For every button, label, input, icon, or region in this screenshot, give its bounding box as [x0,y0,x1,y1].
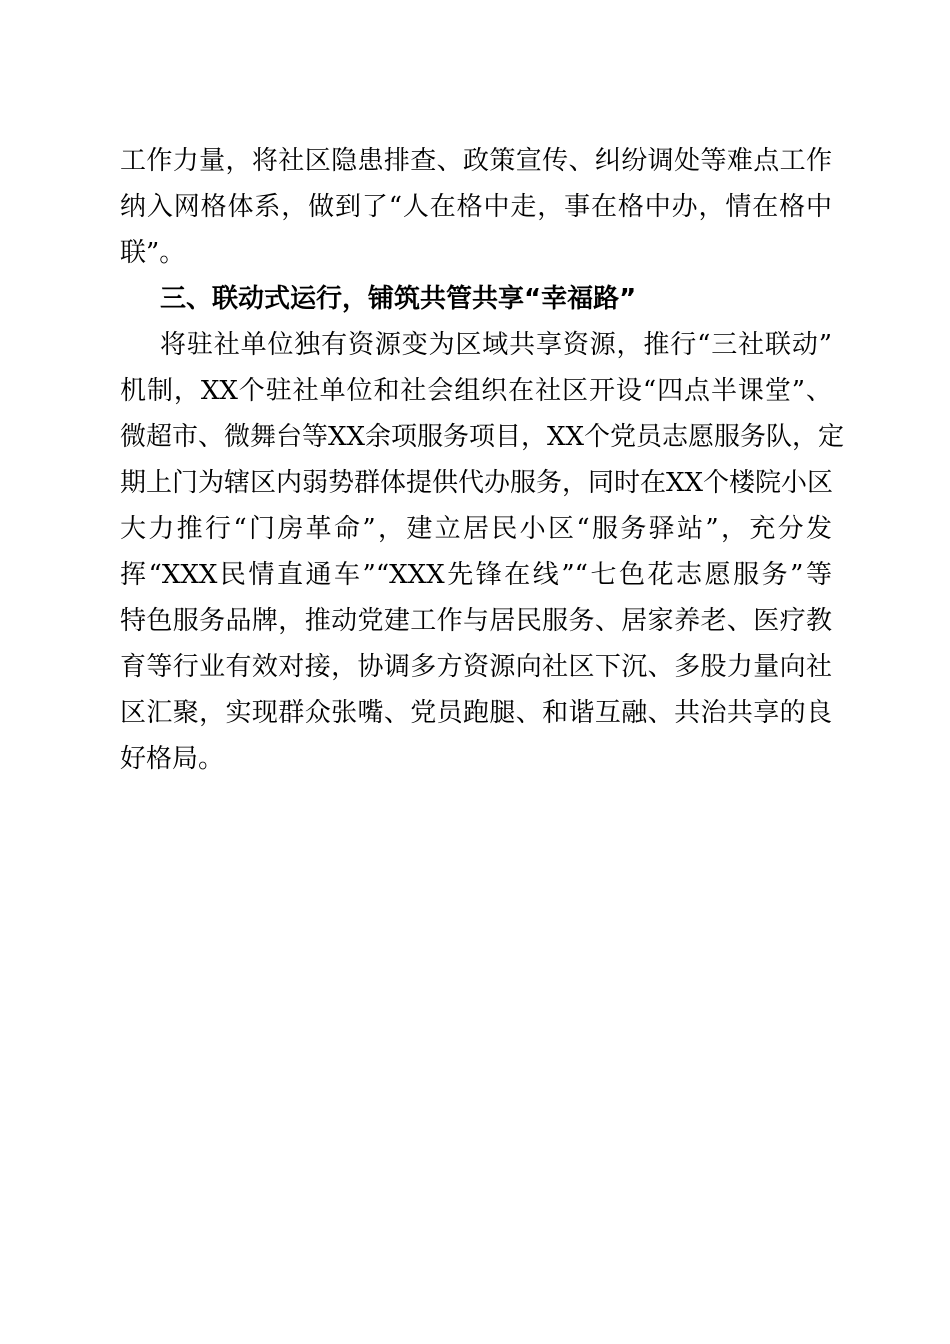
section-heading: 三、联动式运行，铺筑共管共享“幸福路” [160,284,637,314]
paragraph-line: 工作力量，将社区隐患排查、政策宣传、纠纷调处等难点工作 [120,146,832,176]
paragraph-line: 区汇聚，实现群众张嘴、党员跑腿、和谐互融、共治共享的良 [120,698,832,728]
paragraph-line: 育等行业有效对接，协调多方资源向社区下沉、多股力量向社 [120,652,832,682]
paragraph-line: 好格局。 [120,744,225,774]
paragraph-line: 挥“XXX民情直通车”“XXX先锋在线”“七色花志愿服务”等 [120,560,832,590]
paragraph-line: 将驻社单位独有资源变为区域共享资源，推行“三社联动” [160,330,832,360]
paragraph-line: 机制，XX个驻社单位和社会组织在社区开设“四点半课堂”、 [120,376,832,406]
paragraph-line: 特色服务品牌，推动党建工作与居民服务、居家养老、医疗教 [120,606,832,636]
paragraph-line: 联”。 [120,238,186,268]
paragraph-line: 大力推行“门房革命”，建立居民小区“服务驿站”，充分发 [120,514,832,544]
paragraph-line: 微超市、微舞台等XX余项服务项目，XX个党员志愿服务队，定 [120,422,845,452]
paragraph-line: 期上门为辖区内弱势群体提供代办服务，同时在XX个楼院小区 [120,468,834,498]
paragraph-line: 纳入网格体系，做到了“人在格中走，事在格中办，情在格中 [120,192,832,222]
